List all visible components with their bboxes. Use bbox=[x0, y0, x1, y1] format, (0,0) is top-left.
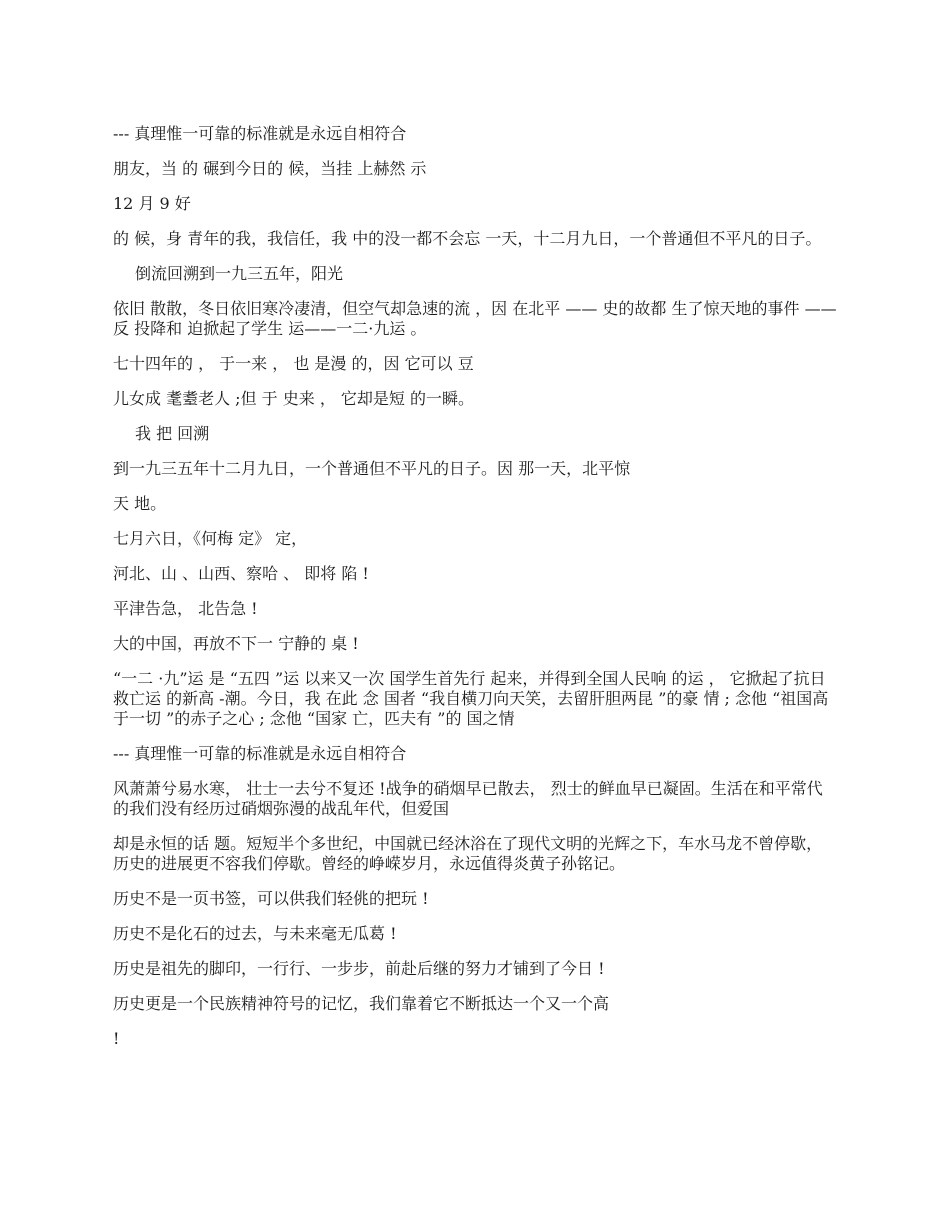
paragraph: 12 月 9 好 bbox=[113, 194, 191, 213]
paragraph: “一二 ·九”运 是 “五四 ”运 以来又一次 国学生首先行 起来，并得到全国人民响 的运 ， 它掀起了抗日救亡运 的新高 -潮。今日，我 在此 念 国者 “我自横刀向天笑，去留肝胆两昆 ”的豪 情 ; 念他 “祖国高于一切 ”的赤子之心 ; 念他 “国家 亡，匹夫有 ”的 国之情 bbox=[113, 669, 829, 728]
paragraph: 倒流回溯到一九三五年，阳光 bbox=[135, 264, 344, 283]
paragraph: --- 真理惟一可靠的标准就是永远自相符合 bbox=[113, 744, 407, 763]
paragraph: 却是永恒的话 题。短短半个多世纪，中国就已经沐浴在了现代文明的光辉之下，车水马龙不曾停歇，历史的进展更不容我们停歇。曾经的峥嵘岁月，永远值得炎黄子孙铭记。 bbox=[113, 834, 823, 873]
document-body bbox=[113, 124, 842, 1064]
paragraph: 历史是祖先的脚印，一行行、一步步，前赴后继的努力才铺到了今日 ! bbox=[113, 959, 605, 978]
paragraph: 大的中国，再放不下一 宁静的 桌 ! bbox=[113, 634, 359, 653]
paragraph: 历史更是一个民族精神符号的记忆，我们靠着它不断抵达一个又一个高 bbox=[113, 994, 610, 1013]
paragraph: 天 地。 bbox=[113, 494, 167, 513]
paragraph: 历史不是化石的过去，与未来毫无瓜葛 ! bbox=[113, 924, 397, 943]
paragraph: 依旧 散散，冬日依旧寒冷凄清，但空气却急速的流 ，因 在北平 —— 史的故都 生了惊天地的事件 —— 反 投降和 迫掀起了学生 运——一二·九运 。 bbox=[113, 299, 842, 338]
paragraph: 朋友，当 的 碾到今日的 候，当挂 上赫然 示 bbox=[113, 159, 427, 178]
paragraph: ! bbox=[113, 1029, 120, 1048]
paragraph: --- 真理惟一可靠的标准就是永远自相符合 bbox=[113, 124, 407, 143]
paragraph: 平津告急， 北告急 ! bbox=[113, 599, 258, 618]
paragraph: 河北、山 、山西、察哈 、 即将 陷 ! bbox=[113, 564, 369, 583]
paragraph: 到一九三五年十二月九日，一个普通但不平凡的日子。因 那一天，北平惊 bbox=[113, 459, 631, 478]
paragraph: 七月六日，《何梅 定》 定， bbox=[113, 529, 308, 548]
paragraph: 我 把 回溯 bbox=[135, 424, 210, 443]
paragraph: 儿女成 耄耋老人 ;但 于 史来 ， 它却是短 的一瞬。 bbox=[113, 389, 474, 408]
paragraph: 风萧萧兮易水寒， 壮士一去兮不复还 !战争的硝烟早已散去， 烈士的鲜血早已凝固。生活在和平常代的我们没有经历过硝烟弥漫的战乱年代，但爱国 bbox=[113, 779, 823, 818]
paragraph: 七十四年的 ， 于一来 ， 也 是漫 的，因 它可以 豆 bbox=[113, 354, 474, 373]
paragraph: 历史不是一页书签，可以供我们轻佻的把玩 ! bbox=[113, 889, 429, 908]
paragraph: 的 候，身 青年的我，我信任，我 中的没一都不会忘 一天，十二月九日，一个普通但不平凡的日子。 bbox=[113, 229, 822, 248]
